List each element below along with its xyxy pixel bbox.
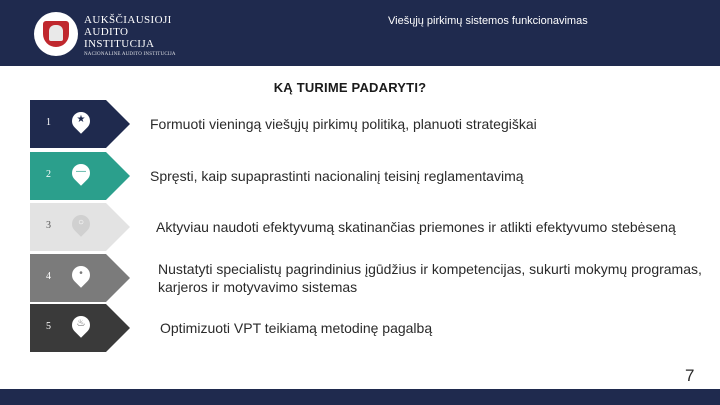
institution-logo — [34, 12, 184, 56]
step-text: Optimizuoti VPT teikiamą metodinę pagalbą — [160, 320, 433, 336]
step-text: Formuoti vieningą viešųjų pirkimų politiką, planuoti strategiškai — [150, 116, 537, 132]
dot-pin-icon: • — [70, 264, 92, 292]
page-number: 7 — [685, 366, 695, 385]
step-number: 3 — [46, 220, 51, 231]
logo-line-3: NACIONALINĖ AUDITO INSTITUCIJA — [84, 52, 176, 57]
slide-title — [0, 80, 720, 95]
header-title: Viešųjų pirkimų sistemos funkcionavimas — [388, 15, 588, 27]
step-number: 2 — [46, 169, 51, 180]
step-text: Aktyviau naudoti efektyvumą skatinančias priemones ir atlikti efektyvumo stebėseną — [156, 219, 676, 235]
header-bar — [0, 0, 720, 66]
list-item-2 — [30, 152, 720, 200]
minus-pin-icon: — — [70, 162, 92, 190]
coat-of-arms-icon — [34, 12, 78, 56]
circle-pin-icon: ○ — [70, 213, 92, 241]
logo-line-1: AUKŠČIAUSIOJI — [84, 14, 172, 26]
star-pin-icon: ★ — [70, 110, 92, 138]
slide-title-text: KĄ TURIME PADARYTI? — [273, 80, 427, 95]
logo-text — [84, 14, 184, 60]
list-item-5 — [30, 304, 720, 352]
step-number: 1 — [46, 117, 51, 128]
list-item-1 — [30, 100, 720, 148]
step-number: 5 — [46, 321, 51, 332]
step-text: Nustatyti specialistų pagrindinius įgūdžius ir kompetencijas, sukurti mokymų programas, karjeros ir motyvavimo sistemas — [158, 261, 702, 295]
fire-pin-icon: ♨ — [70, 314, 92, 342]
list-item-4 — [30, 254, 720, 302]
step-text: Spręsti, kaip supaprastinti nacionalinį teisinį reglamentavimą — [150, 168, 524, 184]
footer-bar — [0, 389, 720, 405]
step-number: 4 — [46, 271, 51, 282]
list-item-3 — [30, 203, 720, 251]
logo-line-2: AUDITO INSTITUCIJA — [84, 26, 155, 50]
